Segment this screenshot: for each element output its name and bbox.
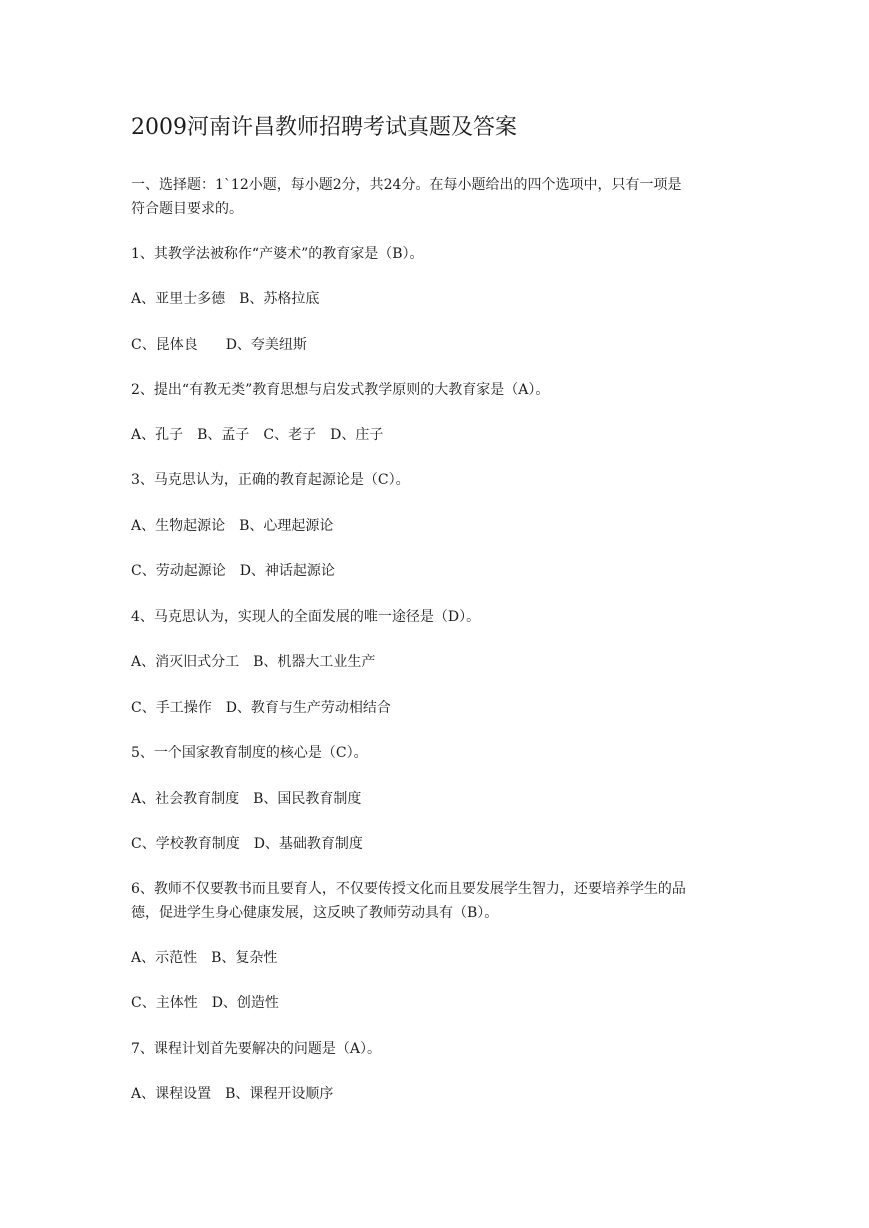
question-options: C、学校教育制度 D、基础教育制度 <box>131 836 363 852</box>
question-options: A、消灭旧式分工 B、机器大工业生产 <box>131 654 376 670</box>
question-options: A、示范性 B、复杂性 <box>131 950 278 966</box>
section-intro-line: 一、选择题：1`12小题，每小题2分，共24分。在每小题给出的四个选项中，只有一项是 <box>131 177 682 193</box>
question-options: C、主体性 D、创造性 <box>131 995 279 1011</box>
question-stem: 1、其教学法被称作“产婆术”的教育家是（B）。 <box>131 246 424 262</box>
question-options: A、社会教育制度 B、国民教育制度 <box>131 791 362 807</box>
question-options: C、劳动起源论 D、神话起源论 <box>131 563 335 579</box>
question-stem: 4、马克思认为，实现人的全面发展的唯一途径是（D）。 <box>131 609 481 625</box>
section-intro-line: 符合题目要求的。 <box>131 201 243 217</box>
question-options: C、昆体良 D、夸美纽斯 <box>131 337 307 353</box>
question-stem: 7、课程计划首先要解决的问题是（A）。 <box>131 1041 382 1057</box>
question-options: C、手工操作 D、教育与生产劳动相结合 <box>131 700 391 716</box>
question-stem: 德，促进学生身心健康发展，这反映了教师劳动具有（B）。 <box>131 905 499 921</box>
question-stem: 5、一个国家教育制度的核心是（C）。 <box>131 745 368 761</box>
question-options: A、生物起源论 B、心理起源论 <box>131 518 334 534</box>
question-stem: 2、提出“有教无类”教育思想与启发式教学原则的大教育家是（A）。 <box>131 382 550 398</box>
question-options: A、亚里士多德 B、苏格拉底 <box>131 291 320 307</box>
question-stem: 3、马克思认为，正确的教育起源论是（C）。 <box>131 472 410 488</box>
question-stem: 6、教师不仅要教书而且要育人，不仅要传授文化而且要发展学生智力，还要培养学生的品 <box>131 881 686 897</box>
question-options: A、孔子 B、孟子 C、老子 D、庄子 <box>131 427 384 443</box>
document-title: 2009河南许昌教师招聘考试真题及答案 <box>131 115 517 140</box>
question-options: A、课程设置 B、课程开设顺序 <box>131 1086 334 1102</box>
